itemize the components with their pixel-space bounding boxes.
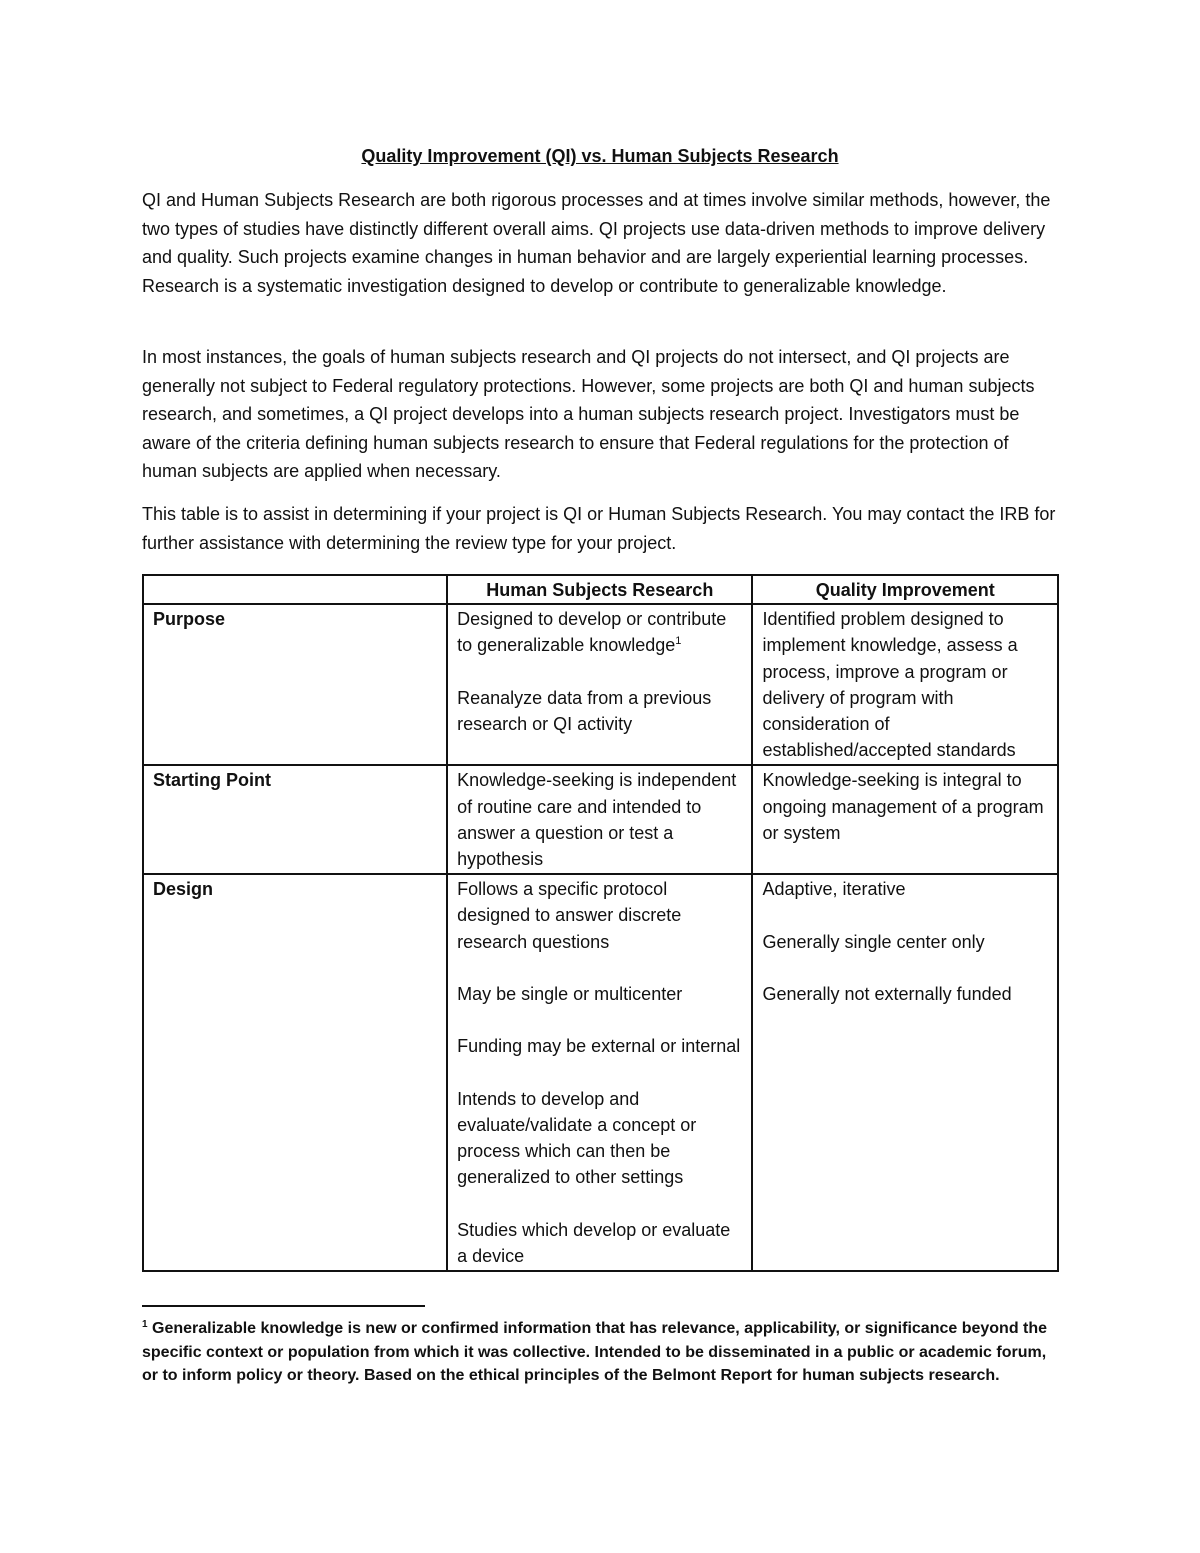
- footnote: [142, 1317, 1052, 1388]
- intro-paragraph: QI and Human Subjects Research are both rigorous processes and at times involve similar methods, however, the two types of studies have distinctly different overall aims. QI projects use data-driven methods to improve delivery and quality. Such projects examine changes in human behavior and are largely experiential learning processes. Research is a systematic investigation designed to develop or contribute to generalizable knowledge.: [142, 190, 1051, 296]
- comparison-table: [142, 574, 1059, 1272]
- table-row-design: [143, 874, 1058, 1271]
- header-quality-improvement: Quality Improvement: [752, 575, 1058, 604]
- footnote-ref-marker: 1: [675, 635, 682, 648]
- row-label-purpose: Purpose: [143, 604, 447, 765]
- purpose-research-cell: [447, 604, 752, 765]
- design-research-text-3: Funding may be external or internal: [457, 1036, 741, 1057]
- starting-point-research-text-1: Knowledge-seeking is independent of routine care and intended to answer a question or test a hypothesis: [457, 770, 737, 870]
- row-label-starting-point: Starting Point: [143, 765, 447, 874]
- footnote-marker: 1: [142, 1319, 148, 1330]
- design-qi-text-1: Adaptive, iterative: [762, 879, 906, 900]
- purpose-research-text-1-body: Designed to develop or contribute to generalizable knowledge: [457, 609, 727, 656]
- table-row-purpose: [143, 604, 1058, 765]
- design-research-text-1: Follows a specific protocol designed to answer discrete research questions: [457, 879, 682, 952]
- row-label-design: Design: [143, 874, 447, 1271]
- starting-point-research-cell: [447, 765, 752, 874]
- table-header-row: [143, 575, 1058, 604]
- instructions-paragraph: This table is to assist in determining if your project is QI or Human Subjects Research. You may contact the IRB for further assistance with determining the review type for your project.: [142, 504, 1056, 553]
- header-human-subjects-research: Human Subjects Research: [447, 575, 752, 604]
- design-research-text-2: May be single or multicenter: [457, 984, 683, 1005]
- design-qi-text-3: Generally not externally funded: [762, 984, 1012, 1005]
- footnote-separator: [142, 1305, 425, 1307]
- document-title: Quality Improvement (QI) vs. Human Subjects Research: [361, 146, 839, 166]
- starting-point-qi-text-1: Knowledge-seeking is integral to ongoing management of a program or system: [762, 770, 1044, 843]
- purpose-qi-cell: [752, 604, 1058, 765]
- header-empty-cell: [143, 575, 447, 604]
- starting-point-qi-cell: [752, 765, 1058, 874]
- purpose-research-text-1: [457, 606, 743, 658]
- context-paragraph: In most instances, the goals of human subjects research and QI projects do not intersect, and QI projects are generally not subject to Federal regulatory protections. However, some projects are both QI and human subjects research, and sometimes, a QI project develops into a human subjects research project. Investigators must be aware of the criteria defining human subjects research to ensure that Federal regulations for the protection of human subjects are applied when necessary.: [142, 347, 1035, 481]
- purpose-qi-text-1: Identified problem designed to implement knowledge, assess a process, improve a program or delivery of program with consideration of established/accepted standards: [762, 609, 1018, 761]
- footnote-text: Generalizable knowledge is new or confirmed information that has relevance, applicability, or significance beyond the specific context or population from which it was collective. Intended to be disseminated in a public or academic forum, or to inform policy or theory. Based on the ethical principles of the Belmont Report for human subjects research.: [142, 1320, 1048, 1384]
- design-qi-text-2: Generally single center only: [762, 931, 985, 952]
- purpose-research-text-2: Reanalyze data from a previous research or QI activity: [457, 687, 712, 734]
- design-research-cell: [447, 874, 752, 1271]
- table-row-starting-point: [143, 765, 1058, 874]
- design-research-text-4: Intends to develop and evaluate/validate a concept or process which can then be generalized to other settings: [457, 1088, 697, 1188]
- design-research-text-5: Studies which develop or evaluate a device: [457, 1219, 731, 1267]
- design-qi-cell: [752, 874, 1058, 1271]
